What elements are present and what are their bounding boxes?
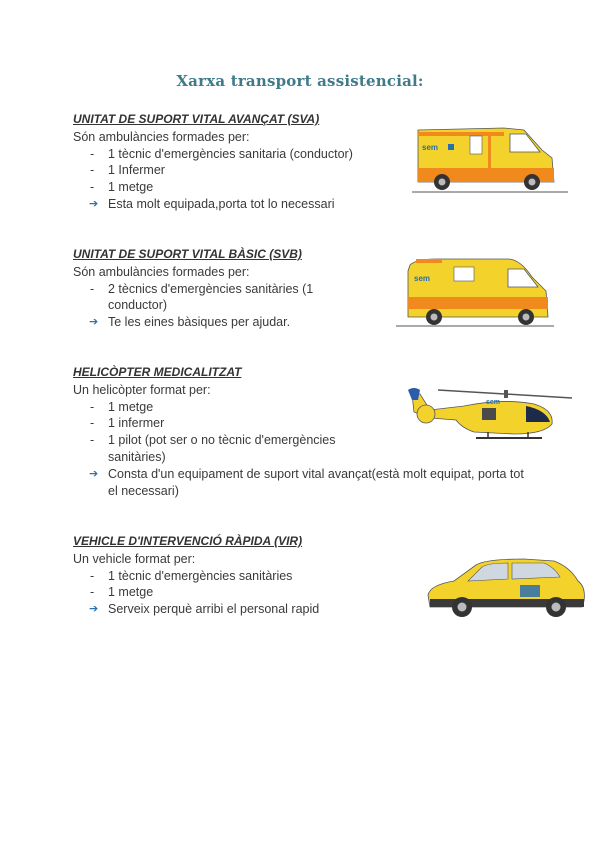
helicopter-image <box>404 384 574 444</box>
arrow-icon: ➔ <box>89 603 99 616</box>
note-item <box>73 466 528 500</box>
section-heading: HELICÒPTER MEDICALITZAT <box>73 365 242 379</box>
sem-logo: sem <box>414 274 431 283</box>
dash-marker: - <box>90 416 95 431</box>
svb-ambulance-image <box>396 255 556 330</box>
note-text: Esta molt equipada,porta tot lo necessari <box>108 196 335 211</box>
arrow-icon: ➔ <box>89 197 99 210</box>
dash-marker: - <box>90 281 95 296</box>
list-item-text: 1 metge <box>108 180 154 195</box>
dash-marker: - <box>90 399 95 414</box>
page-title: Xarxa transport assistencial: <box>176 72 424 90</box>
arrow-icon: ➔ <box>89 316 99 329</box>
note-text: Consta d'un equipament de suport vital avançat(està molt equipat, porta tot el necessari) <box>108 466 524 498</box>
list-item-text: 1 metge <box>108 585 154 600</box>
list-item-text: 1 Infermer <box>108 163 165 178</box>
dash-marker: - <box>90 433 95 448</box>
list-item-text: 2 tècnics d'emergències sanitàries (1 conductor) <box>108 281 314 313</box>
sem-logo: sem <box>486 399 501 406</box>
list-item-text: 1 pilot (pot ser o no tècnic d'emergències sanitàries) <box>108 433 336 464</box>
note-item <box>73 196 543 213</box>
list-item-text: 1 metge <box>108 399 154 414</box>
dash-marker: - <box>90 180 95 195</box>
sem-logo: sem <box>422 143 439 152</box>
list-item-text: 1 infermer <box>108 416 165 431</box>
dash-marker: - <box>90 568 95 583</box>
section-intro: Un vehicle format per: <box>73 551 196 566</box>
section-heading: VEHICLE D'INTERVENCIÓ RÀPIDA (VIR) <box>73 534 303 548</box>
vir-car-image <box>424 555 588 621</box>
section-heading: UNITAT DE SUPORT VITAL AVANÇAT (SVA) <box>73 112 320 126</box>
section-heading: UNITAT DE SUPORT VITAL BÀSIC (SVB) <box>73 247 302 261</box>
dash-marker: - <box>90 163 95 178</box>
section-intro: Són ambulàncies formades per: <box>73 264 250 279</box>
section-intro: Un helicòpter format per: <box>73 382 211 397</box>
section-intro: Són ambulàncies formades per: <box>73 129 250 144</box>
arrow-icon: ➔ <box>89 467 99 480</box>
dash-marker: - <box>90 146 95 161</box>
list-item-text: 1 tècnic d'emergències sanitàries <box>108 568 293 583</box>
note-text: Serveix perquè arribi el personal rapid <box>108 602 320 617</box>
sva-ambulance-image <box>412 120 570 196</box>
list-item <box>73 281 368 315</box>
list-item-text: 1 tècnic d'emergències sanitaria (conductor) <box>108 146 353 161</box>
note-text: Te les eines bàsiques per ajudar. <box>108 315 291 330</box>
dash-marker: - <box>90 585 95 600</box>
list-item <box>73 432 368 466</box>
